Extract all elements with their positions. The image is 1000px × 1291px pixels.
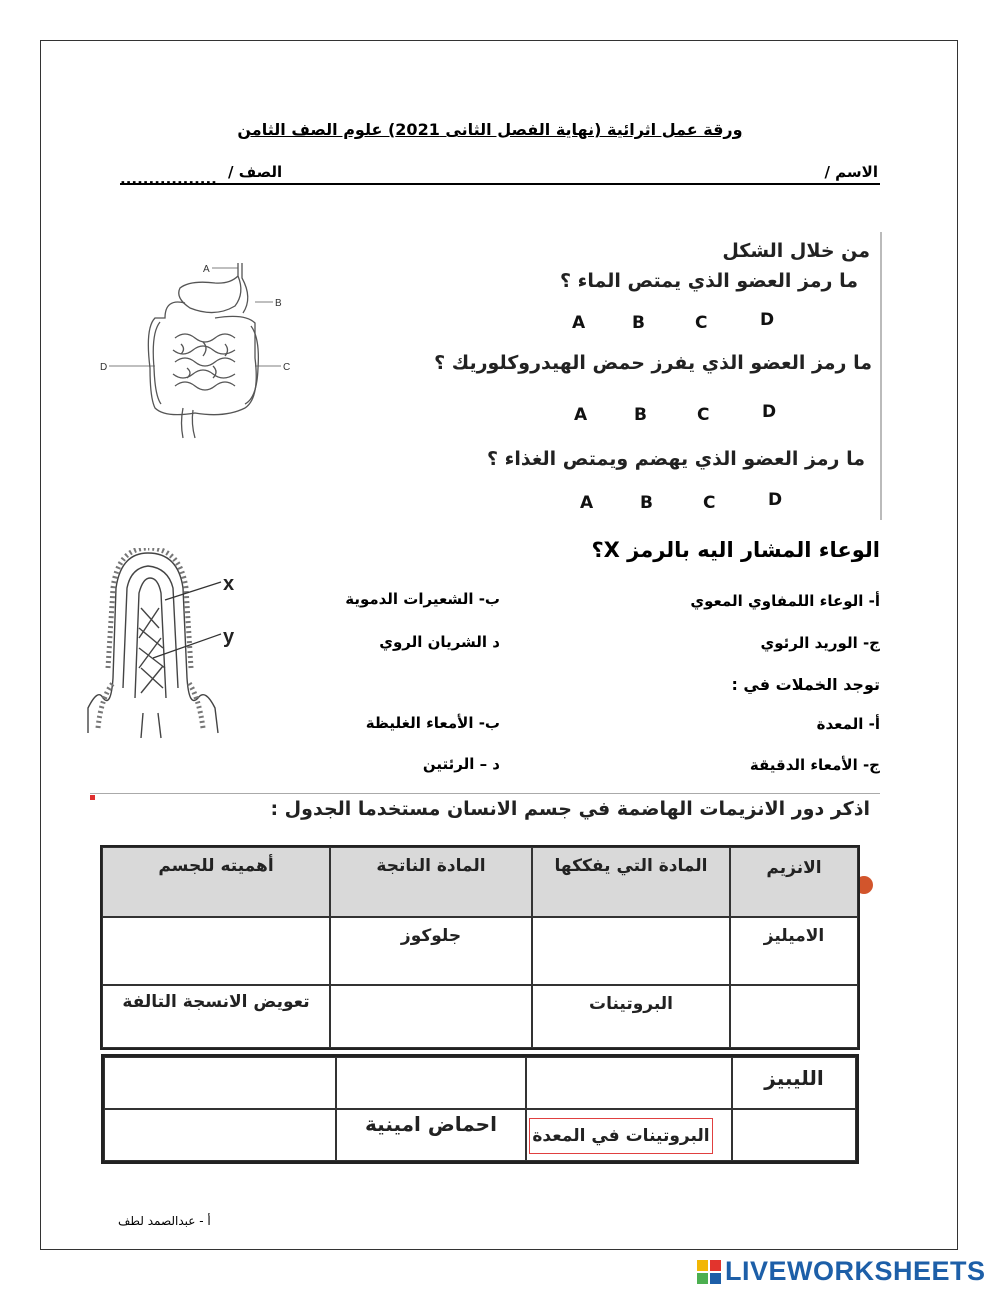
row3-importance[interactable] xyxy=(104,1057,336,1109)
row4-substrate-cell xyxy=(526,1109,732,1161)
red-marker xyxy=(90,795,95,800)
question1-item1: ما رمز العضو الذي يمتص الماء ؟ xyxy=(560,270,858,292)
question1-item3: ما رمز العضو الذي يهضم ويمتص الغذاء ؟ xyxy=(486,448,865,470)
q1-item1-choice-a[interactable]: A xyxy=(572,313,586,333)
q3-option-d[interactable]: د – الرئتين xyxy=(422,755,500,773)
class-field[interactable]: ................. xyxy=(120,170,217,188)
class-label: الصف / xyxy=(228,163,283,181)
q1-item3-choice-d[interactable]: D xyxy=(768,490,783,510)
q2-option-d[interactable]: د الشريان الروي xyxy=(379,633,500,651)
q1-item1-choice-d[interactable]: D xyxy=(760,310,775,330)
diagram-label-a: A xyxy=(203,264,210,275)
row3-enzyme[interactable]: الليبيز xyxy=(732,1057,856,1109)
q1-item2-choice-a[interactable]: A xyxy=(574,405,588,425)
question2-prompt: الوعاء المشار اليه بالرمز X؟ xyxy=(591,538,880,562)
q3-option-b[interactable]: ب- الأمعاء الغليظة xyxy=(365,714,500,732)
row2-product[interactable] xyxy=(330,985,532,1048)
q2-option-b[interactable]: ب- الشعيرات الدموية xyxy=(345,590,500,608)
q1-item2-choice-b[interactable]: B xyxy=(634,405,647,425)
enzyme-table-lower xyxy=(101,1054,859,1164)
q1-item2-choice-c[interactable]: C xyxy=(697,405,710,425)
question3-prompt: توجد الخملات في : xyxy=(731,675,880,694)
villus-label-x: x xyxy=(223,573,235,595)
name-label: الاسم / xyxy=(824,163,878,181)
q3-option-c[interactable]: ج- الأمعاء الدقيقة xyxy=(749,756,880,774)
q3-option-a[interactable]: أ- المعدة xyxy=(816,715,880,733)
diagram-label-d: D xyxy=(100,362,108,373)
digestive-system-diagram xyxy=(95,258,305,448)
q2-option-a[interactable]: أ- الوعاء اللمفاوي المعوي xyxy=(690,592,880,610)
row2-enzyme[interactable] xyxy=(730,985,858,1048)
header-substrate: المادة التي يفككها xyxy=(532,847,730,917)
header-importance: أهميته للجسم xyxy=(102,847,330,917)
row1-product[interactable]: جلوكوز xyxy=(330,917,532,985)
row2-substrate[interactable]: البروتينات xyxy=(532,985,730,1048)
q2-option-c[interactable]: ج- الوريد الرئوي xyxy=(760,634,880,652)
row1-importance[interactable] xyxy=(102,917,330,985)
row3-product[interactable] xyxy=(336,1057,526,1109)
villus-label-y: y xyxy=(223,626,235,648)
row4-enzyme[interactable] xyxy=(732,1109,856,1161)
villus-diagram xyxy=(83,548,255,743)
header-product: المادة الناتجة xyxy=(330,847,532,917)
table-section-divider xyxy=(90,793,880,794)
row4-product[interactable]: احماض امينية xyxy=(336,1109,526,1161)
question1-intro: من خلال الشكل xyxy=(722,240,870,262)
row2-importance[interactable]: تعويض الانسجة التالفة xyxy=(102,985,330,1048)
brand-name: LIVEWORKSHEETS xyxy=(725,1256,986,1286)
table-title: اذكر دور الانزيمات الهاضمة في جسم الانسان مستخدما الجدول : xyxy=(270,798,870,820)
row4-importance[interactable] xyxy=(104,1109,336,1161)
row3-substrate[interactable] xyxy=(526,1057,732,1109)
row4-substrate[interactable]: البروتينات في المعدة xyxy=(529,1118,713,1154)
enzyme-table-upper xyxy=(100,845,860,1050)
q1-item3-choice-a[interactable]: A xyxy=(580,493,594,513)
diagram-label-b: B xyxy=(275,298,282,309)
liveworksheets-logo-icon xyxy=(697,1260,721,1284)
worksheet-title: ورقة عمل اثرائية (نهاية الفصل الثانى 2021) علوم الصف الثامن xyxy=(237,120,743,139)
q1-item1-choice-b[interactable]: B xyxy=(632,313,645,333)
row1-enzyme[interactable]: الاميليز xyxy=(730,917,858,985)
row1-substrate[interactable] xyxy=(532,917,730,985)
q1-item3-choice-b[interactable]: B xyxy=(640,493,653,513)
header-enzyme: الانزيم xyxy=(730,847,858,917)
author-credit: أ - عبدالصمد لطف xyxy=(118,1214,211,1228)
q1-item3-choice-c[interactable]: C xyxy=(703,493,716,513)
diagram-label-c: C xyxy=(283,362,291,373)
question1-item2: ما رمز العضو الذي يفرز حمض الهيدروكلوريك ؟ xyxy=(434,352,872,374)
q1-item1-choice-c[interactable]: C xyxy=(695,313,708,333)
q1-item2-choice-d[interactable]: D xyxy=(762,402,777,422)
